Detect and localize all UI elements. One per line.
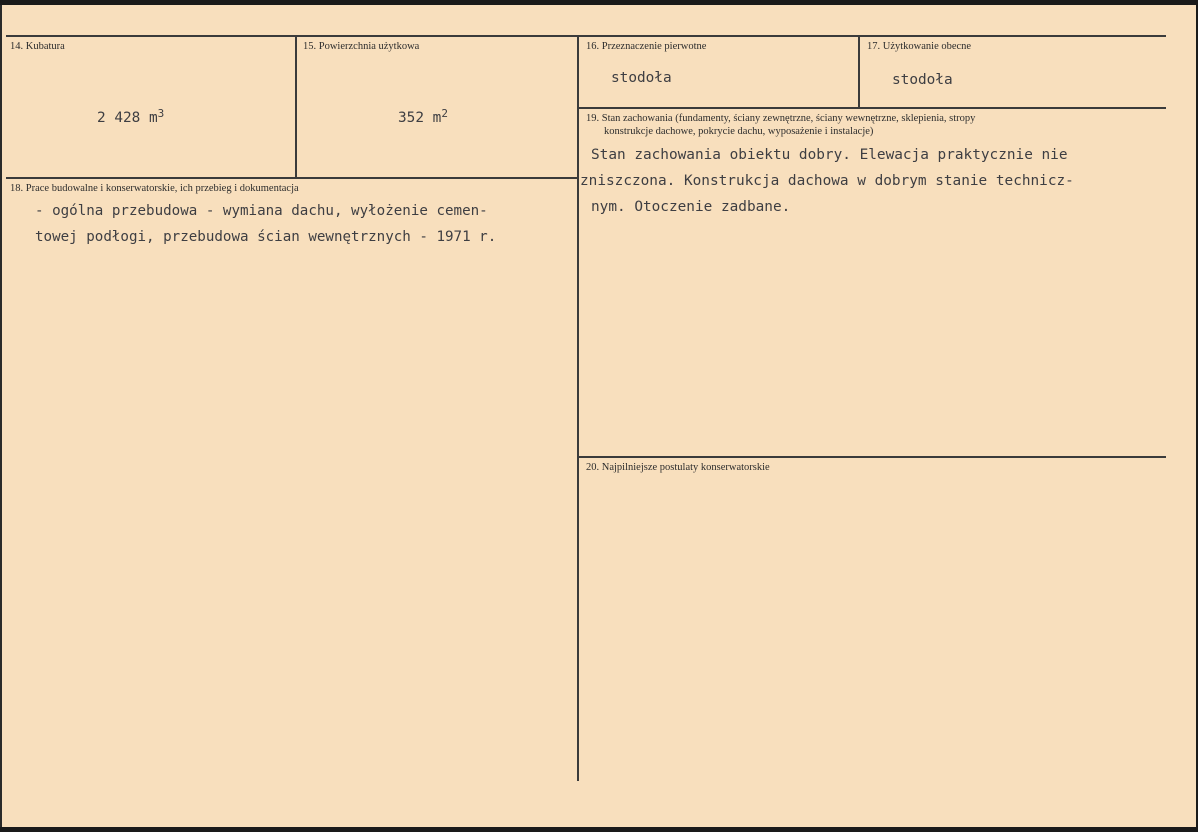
kubatura-exponent: 3: [157, 107, 165, 120]
stan-line-3: nym. Otoczenie zadbane.: [591, 199, 791, 215]
uzytkowanie-label: 17. Użytkowanie obecne: [867, 41, 972, 52]
kubatura-value: 2 428 $m^3$: [97, 107, 165, 126]
prace-label: 18. Prace budowalne i konserwatorskie, ich przebieg i dokumentacja: [10, 183, 299, 194]
stan-label-line-1: 19. Stan zachowania (fundamenty, ściany zewnętrzne, ściany wewnętrzne, sklepienia, stropy: [586, 113, 976, 124]
rule-below-14-15: [6, 177, 577, 179]
stan-line-2: zniszczona. Konstrukcja dachowa w dobrym stanie technicz-: [580, 173, 1074, 189]
stan-line-1: Stan zachowania obiektu dobry. Elewacja praktycznie nie: [591, 147, 1068, 163]
prace-line-2: towej podłogi, przebudowa ścian wewnętrznych - 1971 r.: [35, 229, 497, 245]
divider-uzytkowanie: [858, 36, 860, 107]
powierzchnia-exponent: 2: [441, 107, 448, 120]
rule-below-19: [579, 456, 1166, 458]
przeznaczenie-label: 16. Przeznaczenie pierwotne: [586, 41, 707, 52]
przeznaczenie-value: stodoła: [611, 70, 672, 86]
record-card: [0, 5, 1196, 827]
rule-below-16-17: [579, 107, 1166, 109]
powierzchnia-value: 352 $m^2$: [398, 107, 448, 126]
divider-kubatura: [295, 36, 297, 178]
kubatura-label: 14. Kubatura: [10, 41, 65, 52]
top-rule: [6, 35, 1166, 37]
powierzchnia-label: 15. Powierzchnia użytkowa: [303, 41, 420, 52]
uzytkowanie-value: stodoła: [892, 72, 953, 88]
prace-text: [35, 198, 496, 250]
main-divider: [577, 36, 579, 781]
stan-label-line-2: konstrukcje dachowe, pokrycie dachu, wyposażenie i instalacje): [604, 126, 874, 137]
prace-line-1: - ogólna przebudowa - wymiana dachu, wyłożenie cemen-: [35, 203, 488, 219]
stan-text: [580, 142, 1074, 220]
postulaty-label: 20. Najpilniejsze postulaty konserwatorskie: [586, 462, 770, 473]
